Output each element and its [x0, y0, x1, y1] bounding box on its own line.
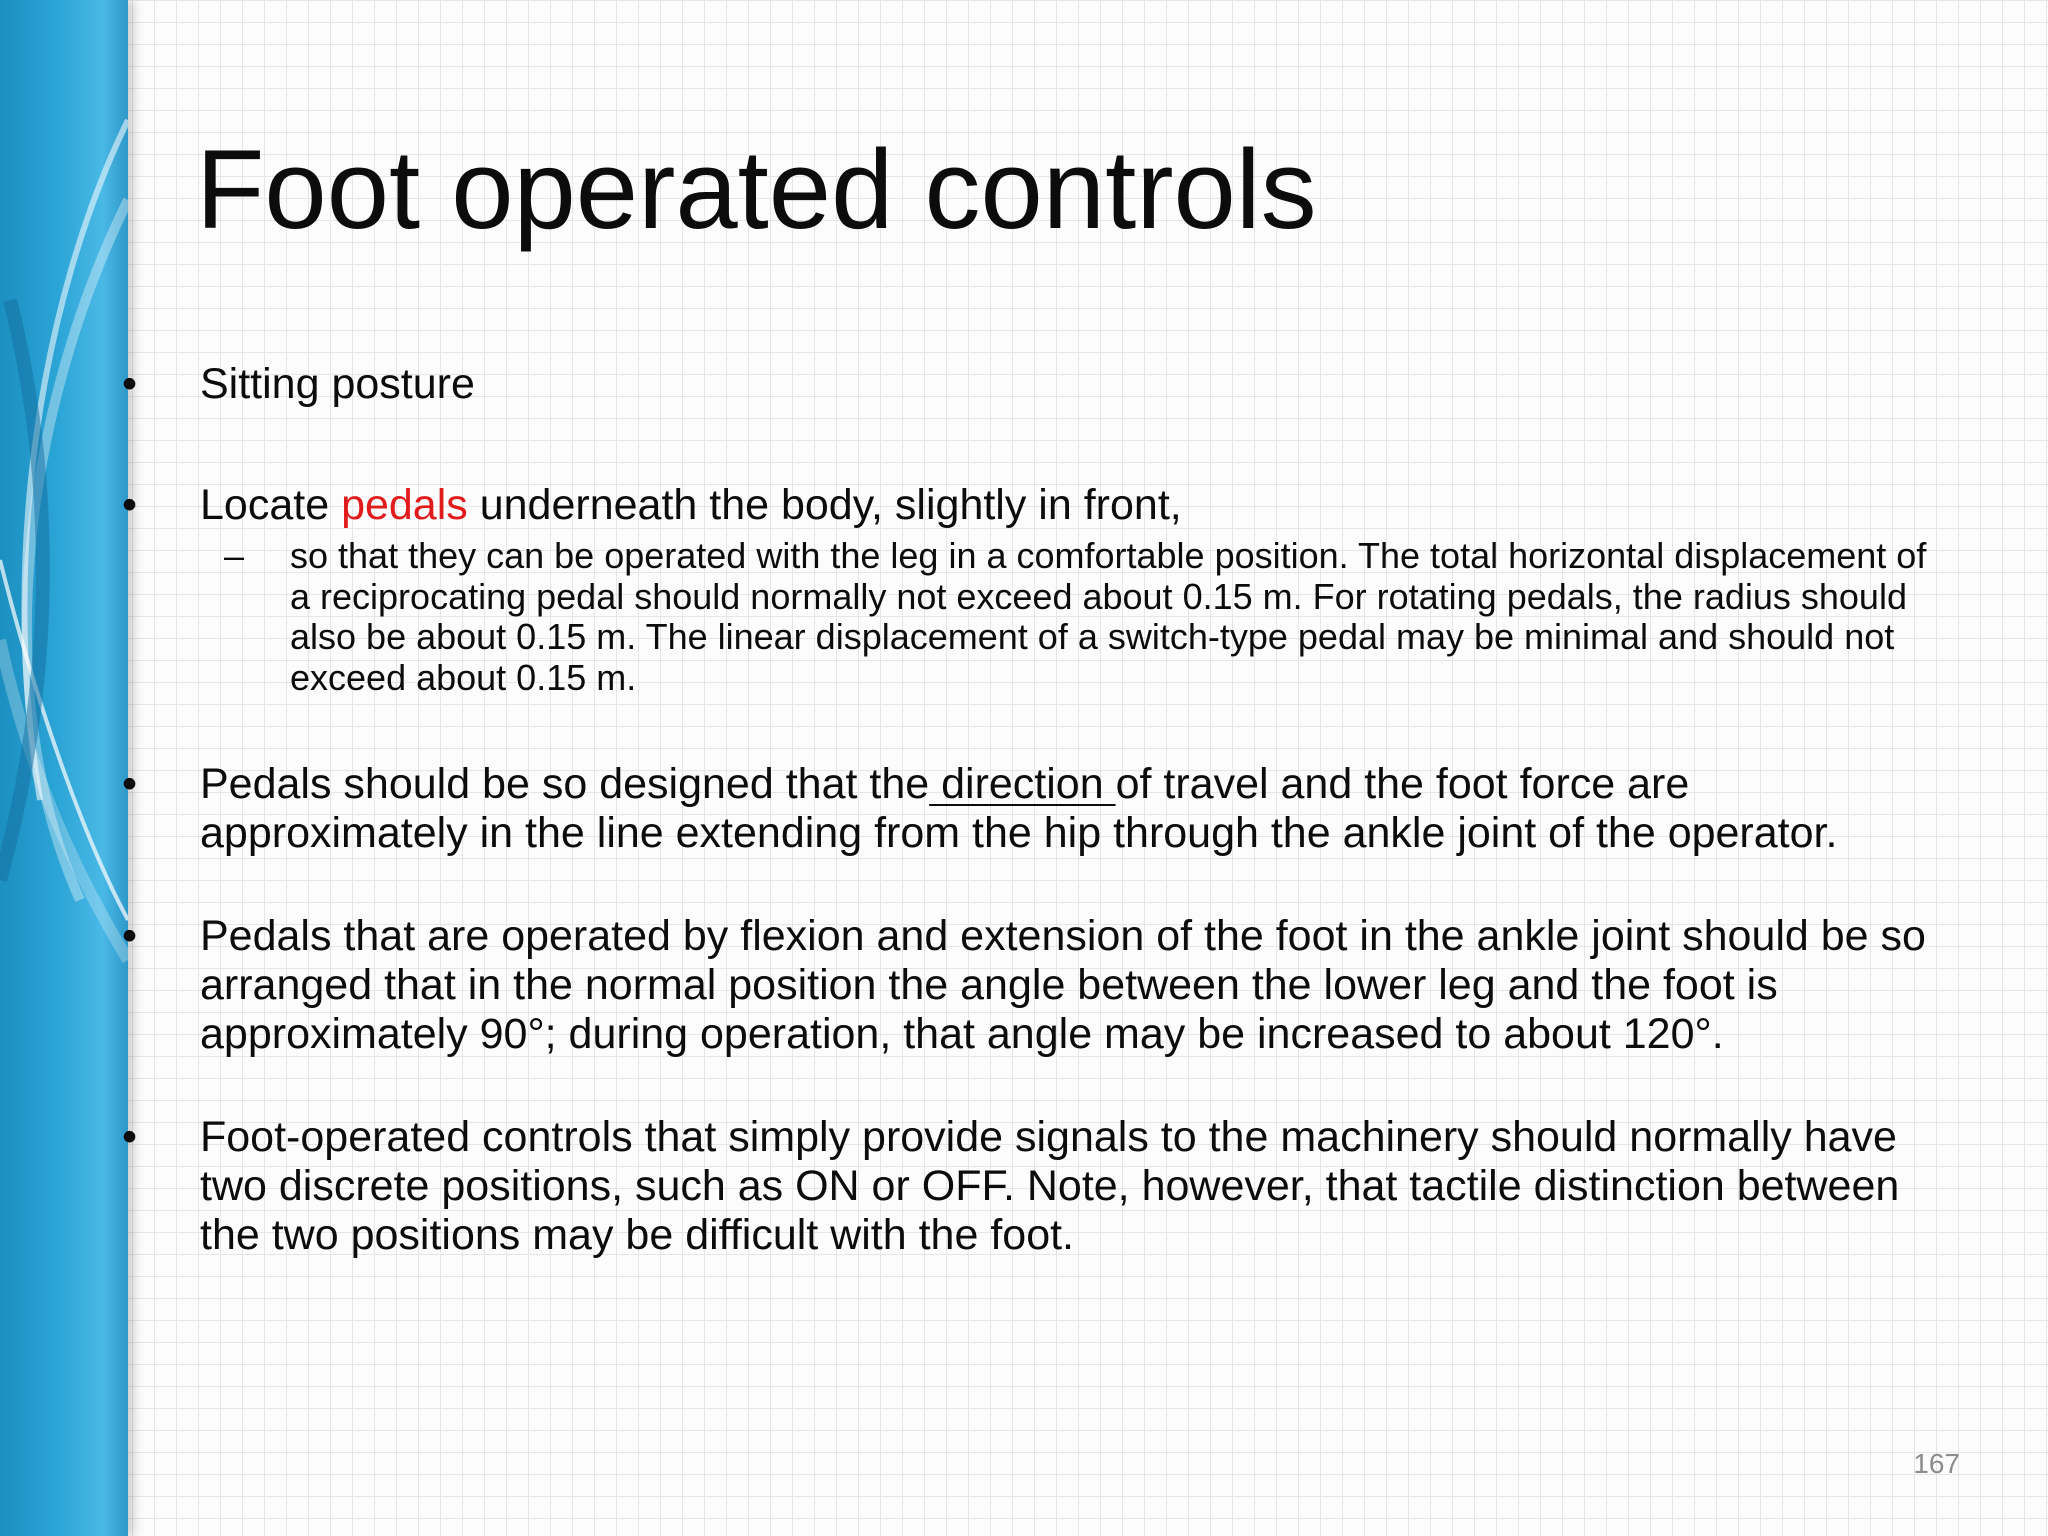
sub-bullet-item [118, 536, 1948, 698]
bullet-dot: • [122, 360, 138, 408]
bullet-item-ankle-angle [118, 912, 1948, 1059]
bullet-text-suffix: of travel and the foot force are approximately in the line extending from the hip through the ankle joint of the operator. [200, 760, 1838, 857]
slide-title: Foot operated controls [196, 127, 1317, 252]
bullet-text: Foot-operated controls that simply provide signals to the machinery should normally have two discrete positions, such as ON or OFF. Note, however, that tactile distinction between the two positions may be difficult with the foot. [200, 1113, 1900, 1259]
bullet-text-prefix: Locate [200, 481, 342, 529]
page-number: 167 [1913, 1448, 1960, 1479]
decorative-side-band [0, 0, 128, 1536]
bullet-text-prefix: Pedals should be so designed that the [200, 760, 930, 808]
swoosh-decoration [0, 0, 128, 1536]
bullet-dot: • [122, 481, 138, 529]
bullet-item-discrete-positions [118, 1113, 1948, 1260]
bullet-item-pedal-direction [118, 760, 1948, 858]
underlined-word: direction [929, 760, 1116, 808]
bullet-text-suffix: underneath the body, slightly in front, [467, 481, 1182, 529]
bullet-dot: • [122, 760, 138, 808]
bullet-list [118, 360, 1948, 1260]
sub-bullet-dash: – [224, 535, 245, 576]
bullet-dot: • [122, 912, 138, 960]
highlighted-word: pedals [341, 481, 468, 529]
bullet-text: Sitting posture [200, 360, 475, 408]
bullet-dot: • [122, 1113, 138, 1161]
bullet-item-sitting-posture [118, 360, 1948, 409]
bullet-item-locate-pedals [118, 481, 1948, 530]
sub-bullet-text: so that they can be operated with the leg in a comfortable position. The total horizontal displacement of a reciprocating pedal should normally not exceed about 0.15 m. For rotating pedals, the radius should also be about 0.15 m. The linear displacement of a switch-type pedal may be minimal and should not exceed about 0.15 m. [290, 535, 1927, 698]
bullet-text: Pedals that are operated by flexion and extension of the foot in the ankle joint should be so arranged that in the normal position the angle between the lower leg and the foot is approximately 90°; during operation, that angle may be increased to about 120°. [200, 912, 1926, 1058]
